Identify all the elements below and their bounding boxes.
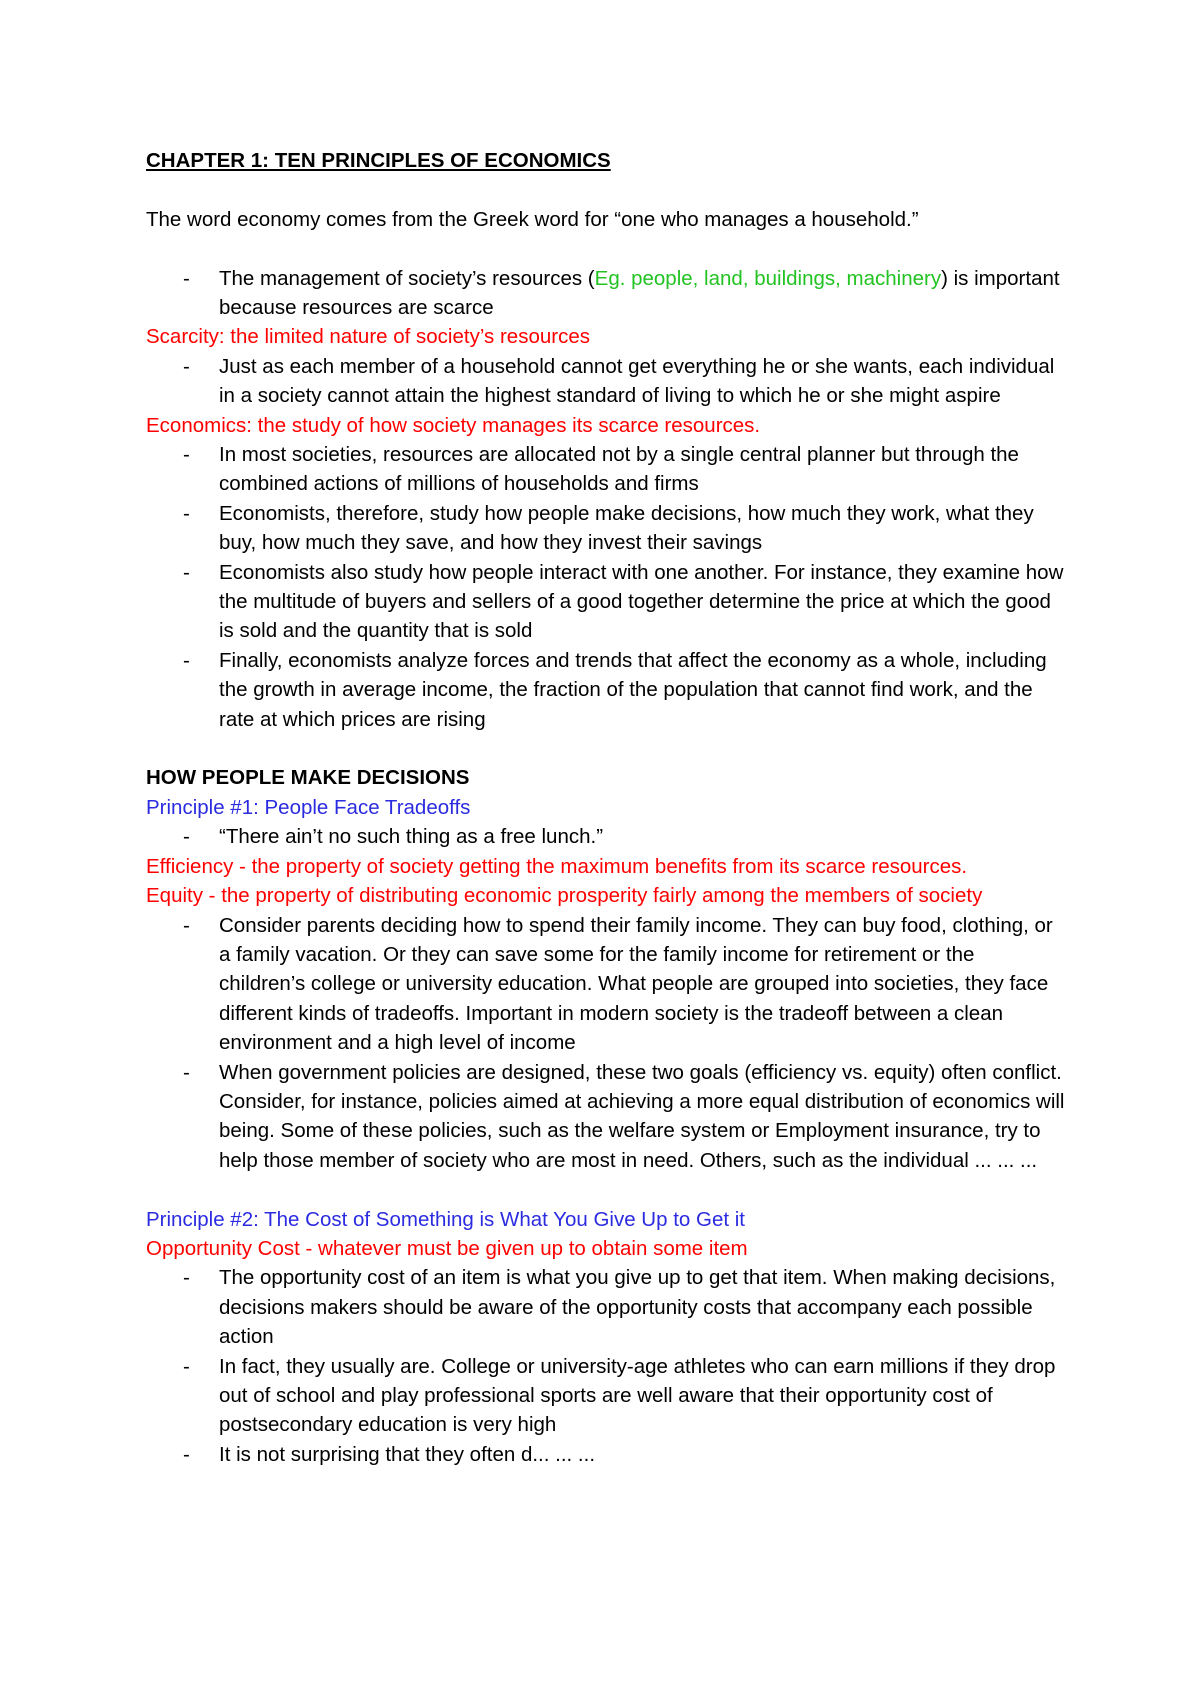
chapter-title: CHAPTER 1: TEN PRINCIPLES OF ECONOMICS [146,149,611,172]
bullet-text: It is not surprising that they often d... ... ... [219,1442,596,1466]
bullet-dash: - [183,443,190,467]
intro-paragraph: The word economy comes from the Greek word for “one who manages a household.” [146,207,919,231]
efficiency-definition: Efficiency - the property of society getting the maximum benefits from its scarce resources. [146,854,968,878]
bullet-dash: - [183,501,190,525]
bullet-dash: - [183,1354,190,1378]
list-item [146,352,1066,411]
principle-2-title: Principle #2: The Cost of Something is What You Give Up to Get it [146,1207,745,1231]
resource-bullet-list [146,264,1066,323]
bullet-text: “There ain’t no such thing as a free lunch.” [219,825,604,849]
spacer [146,234,1066,263]
bullet-dash: - [183,1060,190,1084]
economics-bullet-list [146,440,1066,734]
spacer [146,175,1066,204]
bullet-dash: - [183,1266,190,1290]
bullet-text: Finally, economists analyze forces and trends that affect the economy as a whole, including the growth in average income, the fraction of the population that cannot find work, and the rate at which prices are rising [219,648,1047,731]
section-heading: HOW PEOPLE MAKE DECISIONS [146,766,470,790]
spacer [146,734,1066,763]
bullet-dash: - [183,1442,190,1466]
bullet-dash: - [183,825,190,849]
opportunity-bullet-list [146,1263,1066,1469]
scarcity-definition: Scarcity: the limited nature of society’s resources [146,325,590,349]
bullet-dash: - [183,560,190,584]
bullet-text: The opportunity cost of an item is what you give up to get that item. When making decisions, decisions makers should be aware of the opportunity costs that accompany each possible action [219,1266,1056,1349]
equity-bullet-list [146,911,1066,1176]
bullet-dash: - [183,913,190,937]
bullet-text: The management of society’s resources ( [219,266,595,290]
bullet-text: In fact, they usually are. College or university-age athletes who can earn millions if they drop out of school and play professional sports are well aware that their opportunity cost of postsecondary education is very high [219,1354,1056,1437]
list-item [146,1440,1066,1469]
bullet-text: In most societies, resources are allocated not by a single central planner but through the combined actions of millions of households and firms [219,443,1019,496]
list-item [146,1058,1066,1176]
bullet-dash: - [183,354,190,378]
list-item [146,911,1066,1058]
list-item [146,646,1066,734]
document-page [146,146,1066,1469]
principle-1-bullet-list [146,822,1066,851]
list-item [146,499,1066,558]
bullet-dash: - [183,266,190,290]
bullet-dash: - [183,648,190,672]
economics-definition: Economics: the study of how society manages its scarce resources. [146,413,761,437]
bullet-text: When government policies are designed, these two goals (efficiency vs. equity) often conflict. Consider, for instance, policies aimed at achieving a more equal distribution of economics will being. Some of these policies, such as the welfare system or Employment insurance, try to help those member of society who are most in need. Others, such as the individual ... ... ... [219,1060,1065,1172]
bullet-text: Just as each member of a household cannot get everything he or she wants, each individual in a society cannot attain the highest standard of living to which he or she might aspire [219,354,1055,408]
list-item [146,1263,1066,1351]
spacer [146,1175,1066,1204]
scarcity-bullet-list [146,352,1066,411]
list-item [146,558,1066,646]
bullet-text: Economists also study how people interact with one another. For instance, they examine how the multitude of buyers and sellers of a good together determine the price at which the good is sold and the quantity that is sold [219,560,1064,643]
opportunity-cost-definition: Opportunity Cost - whatever must be given up to obtain some item [146,1236,748,1260]
principle-1-title: Principle #1: People Face Tradeoffs [146,795,471,819]
list-item [146,822,1066,851]
list-item [146,440,1066,499]
bullet-text: Consider parents deciding how to spend their family income. They can buy food, clothing, or a family vacation. Or they can save some for the family income for retirement or the children’s college or university education. What people are grouped into societies, they face different kinds of tradeoffs. Important in modern society is the tradeoff between a clean environment and a high level of income [219,913,1053,1055]
bullet-text: ) is important because resources are scarce [219,266,1060,319]
list-item [146,264,1066,323]
bullet-text: Economists, therefore, study how people make decisions, how much they work, what they buy, how much they save, and how they invest their savings [219,501,1034,555]
list-item [146,1352,1066,1440]
example-highlight: Eg. people, land, buildings, machinery [594,266,942,290]
equity-definition: Equity - the property of distributing economic prosperity fairly among the members of society [146,884,983,908]
